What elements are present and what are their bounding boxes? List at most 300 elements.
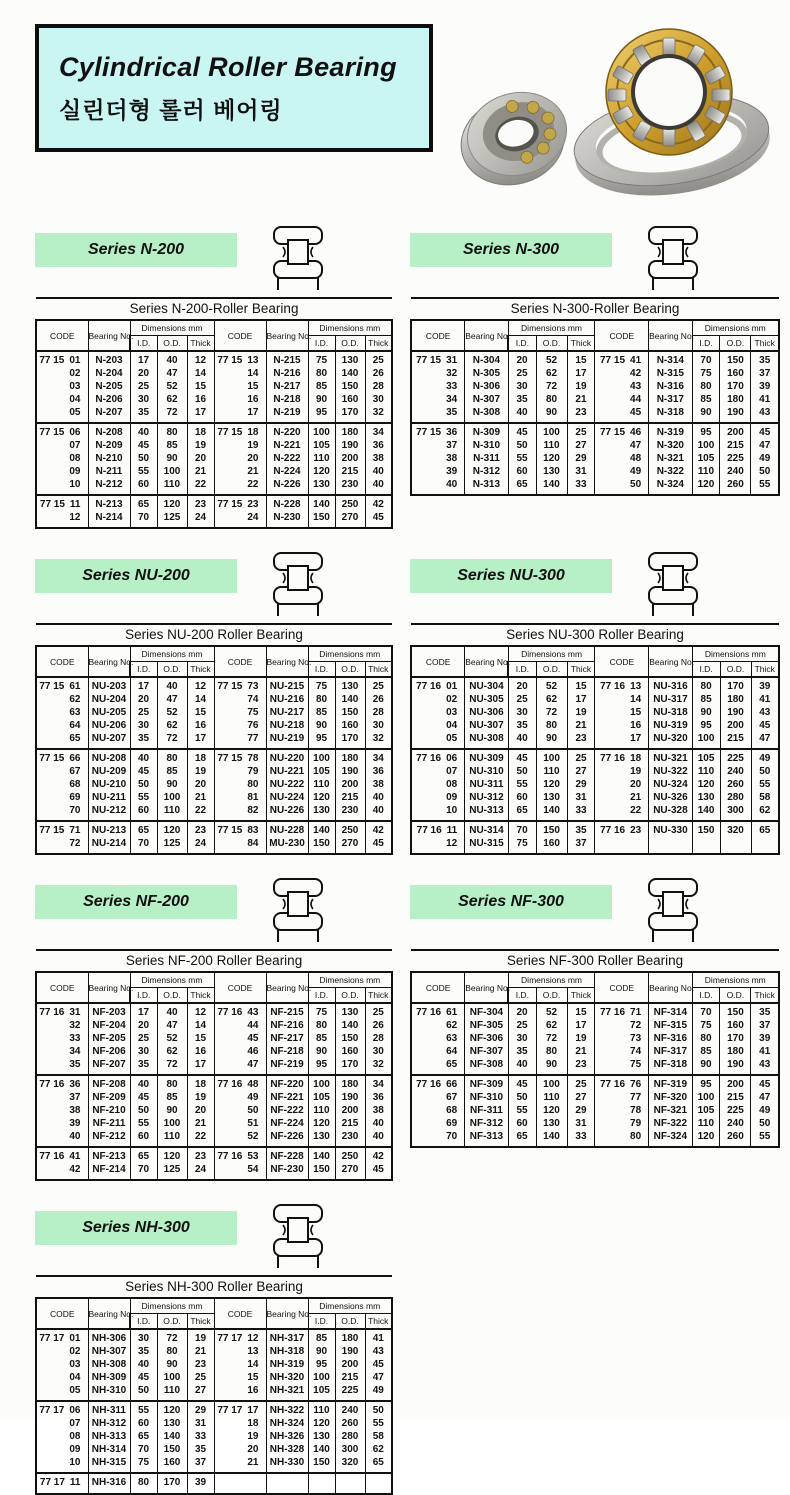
bearing-no-cell: N-220	[266, 423, 308, 440]
id-cell: 130	[308, 805, 335, 822]
bearing-no-cell: N-226	[266, 479, 308, 496]
bearing-no-cell: NH-306	[88, 1329, 130, 1346]
od-cell: 110	[157, 1131, 187, 1148]
series-head	[35, 551, 392, 613]
series-section-nu300	[410, 551, 780, 855]
thick-cell: 43	[365, 1346, 392, 1359]
od-cell: 260	[335, 1418, 365, 1431]
id-cell: 140	[308, 1444, 335, 1457]
bearing-no-cell: NF-314	[649, 1003, 692, 1020]
thick-cell: 37	[187, 1457, 214, 1474]
bearing-cross-section-icon	[267, 551, 329, 622]
id-cell: 130	[692, 792, 720, 805]
od-cell: 180	[720, 694, 751, 707]
col-header-od: O.D.	[536, 662, 567, 678]
col-header-id: I.D.	[130, 988, 157, 1004]
thick-cell: 21	[567, 1046, 595, 1059]
col-header-code: CODE	[214, 972, 266, 1003]
code-cell: 77 17 11	[36, 1473, 88, 1494]
code-cell	[595, 838, 649, 855]
od-cell: 90	[536, 1059, 567, 1076]
od-cell: 160	[536, 838, 567, 855]
thick-cell: 12	[187, 351, 214, 368]
od-cell: 90	[157, 779, 187, 792]
od-cell: 160	[335, 394, 365, 407]
bearing-no-cell: NU-326	[649, 792, 692, 805]
od-cell: 250	[335, 1147, 365, 1164]
id-cell: 55	[130, 1401, 157, 1418]
thick-cell: 50	[751, 766, 779, 779]
series-head	[35, 1203, 392, 1265]
bearing-no-cell: N-320	[649, 440, 692, 453]
bearing-no-cell: NF-322	[649, 1118, 692, 1131]
table-row	[36, 1359, 392, 1372]
table-row	[411, 838, 779, 855]
bearing-no-cell: NU-317	[649, 694, 692, 707]
thick-cell: 47	[751, 1092, 779, 1105]
thick-cell: 55	[365, 1418, 392, 1431]
bearing-no-cell: NF-205	[88, 1033, 130, 1046]
table-row	[36, 453, 392, 466]
code-cell: 45	[595, 407, 649, 424]
id-cell: 120	[692, 1131, 720, 1148]
id-cell: 35	[130, 407, 157, 424]
od-cell: 160	[335, 1046, 365, 1059]
col-header-code: CODE	[36, 646, 88, 677]
thick-cell: 34	[365, 749, 392, 766]
bearing-no-cell: NU-209	[88, 766, 130, 779]
code-cell: 78	[595, 1105, 649, 1118]
thick-cell: 27	[567, 1092, 595, 1105]
bearing-no-cell: N-305	[465, 368, 508, 381]
thick-cell: 37	[751, 368, 779, 381]
bearing-no-cell: NU-330	[649, 821, 692, 838]
col-header-thick: Thick	[187, 1314, 214, 1330]
thick-cell: 35	[567, 821, 595, 838]
bearing-no-cell: N-204	[88, 368, 130, 381]
code-cell: 77 16 31	[36, 1003, 88, 1020]
od-cell: 90	[157, 1105, 187, 1118]
code-cell: 81	[214, 792, 266, 805]
od-cell: 140	[335, 368, 365, 381]
bearing-no-cell: NU-214	[88, 838, 130, 855]
code-cell: 75	[595, 1059, 649, 1076]
bearing-no-cell: NH-324	[266, 1418, 308, 1431]
thick-cell: 55	[751, 479, 779, 496]
table-row	[411, 720, 779, 733]
thick-cell: 19	[567, 381, 595, 394]
table-row	[411, 1020, 779, 1033]
id-cell: 150	[308, 1164, 335, 1181]
id-cell: 55	[130, 466, 157, 479]
thick-cell: 29	[567, 1105, 595, 1118]
table-row	[36, 407, 392, 424]
bearing-no-cell: NF-226	[266, 1131, 308, 1148]
thick-cell: 47	[751, 440, 779, 453]
bearing-no-cell: N-311	[465, 453, 508, 466]
code-cell: 15	[595, 707, 649, 720]
bearing-no-cell: NF-210	[88, 1105, 130, 1118]
id-cell: 100	[308, 749, 335, 766]
od-cell: 150	[720, 1003, 751, 1020]
col-header-code: CODE	[36, 972, 88, 1003]
bearing-no-cell: NU-318	[649, 707, 692, 720]
thick-cell: 50	[751, 1118, 779, 1131]
code-cell: 68	[36, 779, 88, 792]
code-cell: 21	[214, 466, 266, 479]
code-cell: 80	[595, 1131, 649, 1148]
table-title: Series NU-200 Roller Bearing	[36, 624, 392, 646]
table-row	[36, 720, 392, 733]
thick-cell: 26	[365, 694, 392, 707]
bearing-no-cell: N-309	[465, 423, 508, 440]
code-cell: 40	[411, 479, 465, 496]
thick-cell: 36	[365, 1092, 392, 1105]
code-cell: 77 16 76	[595, 1075, 649, 1092]
bearing-no-cell: NU-208	[88, 749, 130, 766]
code-cell: 16	[214, 394, 266, 407]
thick-cell: 49	[751, 749, 779, 766]
id-cell: 100	[692, 1092, 720, 1105]
col-header-id: I.D.	[692, 988, 720, 1004]
col-header-dimensions: Dimensions mm	[130, 972, 214, 988]
code-cell: 02	[411, 694, 465, 707]
code-cell: 79	[595, 1118, 649, 1131]
col-header-od: O.D.	[335, 336, 365, 352]
bearing-no-cell: NF-206	[88, 1046, 130, 1059]
od-cell: 180	[335, 423, 365, 440]
bearing-no-cell: NH-320	[266, 1372, 308, 1385]
thick-cell: 18	[187, 749, 214, 766]
code-cell: 14	[214, 368, 266, 381]
code-cell: 77 17 01	[36, 1329, 88, 1346]
id-cell: 80	[692, 1033, 720, 1046]
id-cell: 35	[508, 720, 536, 733]
col-header-thick: Thick	[187, 988, 214, 1004]
code-cell: 49	[595, 466, 649, 479]
od-cell: 80	[157, 749, 187, 766]
bearing-no-cell: NF-216	[266, 1020, 308, 1033]
id-cell: 60	[130, 479, 157, 496]
bearing-no-cell: NU-217	[266, 707, 308, 720]
thick-cell: 29	[567, 453, 595, 466]
series-head	[35, 225, 392, 287]
bearing-no-cell: NF-309	[465, 1075, 508, 1092]
od-cell: 120	[536, 453, 567, 466]
od-cell: 225	[720, 453, 751, 466]
table-row	[411, 466, 779, 479]
bearing-no-cell: NU-304	[465, 677, 508, 694]
table-title: Series NU-300 Roller Bearing	[411, 624, 779, 646]
id-cell: 40	[130, 423, 157, 440]
bearing-no-cell: MU-230	[266, 838, 308, 855]
thick-cell: 23	[567, 733, 595, 750]
bearing-no-cell: NF-313	[465, 1131, 508, 1148]
id-cell: 70	[130, 1164, 157, 1181]
series-section-n300	[410, 225, 780, 529]
id-cell: 90	[308, 1046, 335, 1059]
code-cell: 19	[214, 440, 266, 453]
id-cell: 100	[308, 423, 335, 440]
thick-cell: 31	[187, 1418, 214, 1431]
od-cell: 280	[720, 792, 751, 805]
code-cell: 77 15 11	[36, 495, 88, 512]
od-cell: 150	[536, 821, 567, 838]
code-cell: 02	[36, 1346, 88, 1359]
code-cell: 65	[411, 1059, 465, 1076]
id-cell: 95	[308, 733, 335, 750]
code-cell: 69	[36, 792, 88, 805]
od-cell: 200	[335, 779, 365, 792]
bearing-no-cell: NF-306	[465, 1033, 508, 1046]
table-row	[36, 1418, 392, 1431]
code-cell: 52	[214, 1131, 266, 1148]
od-cell: 250	[335, 495, 365, 512]
col-header-id: I.D.	[692, 662, 720, 678]
col-header-od: O.D.	[157, 988, 187, 1004]
table-row	[411, 440, 779, 453]
bearing-no-cell: N-218	[266, 394, 308, 407]
id-cell: 35	[130, 733, 157, 750]
od-cell: 150	[335, 381, 365, 394]
bearing-no-cell: NF-305	[465, 1020, 508, 1033]
thick-cell: 14	[187, 1020, 214, 1033]
id-cell: 120	[308, 466, 335, 479]
code-cell: 77 17 12	[214, 1329, 266, 1346]
code-cell: 40	[36, 1131, 88, 1148]
title-box	[35, 24, 433, 152]
bearing-no-cell: N-219	[266, 407, 308, 424]
thick-cell: 19	[187, 440, 214, 453]
code-cell: 05	[36, 407, 88, 424]
id-cell: 20	[508, 351, 536, 368]
table-row	[411, 1033, 779, 1046]
od-cell: 190	[720, 707, 751, 720]
od-cell: 200	[720, 720, 751, 733]
thick-cell: 17	[187, 733, 214, 750]
series-label-text: Series N-300	[462, 241, 560, 258]
id-cell: 90	[308, 720, 335, 733]
code-cell: 77 16 01	[411, 677, 465, 694]
bearing-no-cell: N-208	[88, 423, 130, 440]
id-cell: 75	[692, 368, 720, 381]
code-cell: 77 16 61	[411, 1003, 465, 1020]
od-cell: 110	[157, 805, 187, 822]
bearing-no-cell: NU-319	[649, 720, 692, 733]
col-header-bearing-no: Bearing No.	[266, 972, 308, 1003]
table-row	[411, 694, 779, 707]
col-header-od: O.D.	[335, 1314, 365, 1330]
thick-cell: 31	[567, 1118, 595, 1131]
id-cell: 140	[308, 1147, 335, 1164]
od-cell: 130	[536, 792, 567, 805]
series-label-text: Series NU-200	[82, 567, 190, 584]
thick-cell: 43	[751, 1059, 779, 1076]
id-cell	[692, 838, 720, 855]
thick-cell: 42	[365, 495, 392, 512]
id-cell: 30	[130, 394, 157, 407]
series-section-nf200	[35, 877, 392, 1181]
od-cell: 140	[335, 694, 365, 707]
id-cell: 40	[508, 1059, 536, 1076]
code-cell: 14	[214, 1359, 266, 1372]
col-header-code: CODE	[595, 972, 649, 1003]
code-cell: 77 16 18	[595, 749, 649, 766]
thick-cell: 16	[187, 720, 214, 733]
bearing-no-cell: N-222	[266, 453, 308, 466]
table-row	[36, 838, 392, 855]
code-cell: 16	[214, 1385, 266, 1402]
id-cell: 95	[692, 423, 720, 440]
code-cell: 82	[214, 805, 266, 822]
id-cell: 70	[508, 821, 536, 838]
code-cell: 14	[595, 694, 649, 707]
bearing-no-cell: NF-316	[649, 1033, 692, 1046]
col-header-dimensions: Dimensions mm	[130, 320, 214, 336]
id-cell: 70	[130, 512, 157, 529]
bearing-no-cell: NU-206	[88, 720, 130, 733]
id-cell: 90	[692, 707, 720, 720]
table-row	[411, 749, 779, 766]
table-row	[36, 466, 392, 479]
bearing-no-cell: N-217	[266, 381, 308, 394]
od-cell: 40	[157, 677, 187, 694]
od-cell: 215	[335, 466, 365, 479]
code-cell: 35	[36, 1059, 88, 1076]
od-cell: 72	[536, 707, 567, 720]
code-cell: 77 15 13	[214, 351, 266, 368]
od-cell: 260	[720, 779, 751, 792]
code-cell: 22	[595, 805, 649, 822]
bearing-no-cell: N-221	[266, 440, 308, 453]
bearing-no-cell: NU-215	[266, 677, 308, 694]
od-cell: 52	[157, 381, 187, 394]
id-cell: 65	[130, 1431, 157, 1444]
code-cell: 21	[595, 792, 649, 805]
od-cell: 72	[157, 1329, 187, 1346]
id-cell: 105	[692, 453, 720, 466]
od-cell: 110	[536, 1092, 567, 1105]
thick-cell: 39	[751, 677, 779, 694]
bearing-no-cell: N-203	[88, 351, 130, 368]
thick-cell: 40	[365, 805, 392, 822]
page-title-korean: 실린더형 롤러 베어링	[59, 96, 283, 123]
bearing-no-cell: NF-320	[649, 1092, 692, 1105]
bearing-no-cell: NU-218	[266, 720, 308, 733]
table-row	[36, 1164, 392, 1181]
thick-cell: 23	[187, 821, 214, 838]
roller-bearing-table-n200	[35, 297, 393, 529]
series-label-nh300	[35, 1211, 237, 1245]
od-cell: 170	[335, 1059, 365, 1076]
col-header-dimensions: Dimensions mm	[308, 646, 392, 662]
id-cell: 80	[692, 381, 720, 394]
id-cell: 25	[130, 381, 157, 394]
id-cell: 110	[692, 466, 720, 479]
code-cell: 38	[411, 453, 465, 466]
bearing-no-cell: NF-222	[266, 1105, 308, 1118]
thick-cell: 33	[187, 1431, 214, 1444]
code-cell: 16	[595, 720, 649, 733]
col-header-dimensions: Dimensions mm	[508, 646, 595, 662]
thick-cell: 21	[187, 1346, 214, 1359]
thick-cell: 16	[187, 394, 214, 407]
od-cell: 215	[335, 792, 365, 805]
bearing-no-cell: NU-315	[465, 838, 508, 855]
thick-cell: 58	[751, 792, 779, 805]
col-header-dimensions: Dimensions mm	[308, 320, 392, 336]
bearing-no-cell: NU-203	[88, 677, 130, 694]
series-label-nu300	[410, 559, 612, 593]
roller-bearing-table-nu200	[35, 623, 393, 855]
table-row	[411, 1092, 779, 1105]
thick-cell: 29	[187, 1401, 214, 1418]
thick-cell: 19	[567, 707, 595, 720]
col-header-id: I.D.	[692, 336, 720, 352]
od-cell: 160	[720, 1020, 751, 1033]
id-cell: 20	[508, 1003, 536, 1020]
thick-cell: 14	[187, 368, 214, 381]
table-title: Series NF-300 Roller Bearing	[411, 950, 779, 972]
od-cell: 260	[720, 479, 751, 496]
col-header-id: I.D.	[308, 988, 335, 1004]
code-cell: 42	[36, 1164, 88, 1181]
id-cell: 80	[130, 1473, 157, 1494]
bearing-no-cell: N-312	[465, 466, 508, 479]
bearing-no-cell: NF-211	[88, 1118, 130, 1131]
id-cell: 75	[692, 1020, 720, 1033]
table-row	[411, 707, 779, 720]
id-cell: 75	[308, 1003, 335, 1020]
thick-cell: 31	[567, 466, 595, 479]
code-cell: 43	[595, 381, 649, 394]
thick-cell: 25	[187, 1372, 214, 1385]
id-cell: 120	[308, 792, 335, 805]
thick-cell: 40	[365, 1131, 392, 1148]
thick-cell: 30	[365, 394, 392, 407]
thick-cell: 39	[751, 381, 779, 394]
table-row	[36, 394, 392, 407]
id-cell: 35	[130, 1059, 157, 1076]
od-cell: 90	[536, 407, 567, 424]
bearing-cross-section-icon	[267, 877, 329, 948]
thick-cell: 36	[365, 766, 392, 779]
col-header-thick: Thick	[567, 336, 595, 352]
thick-cell: 65	[365, 1457, 392, 1474]
code-cell: 24	[214, 512, 266, 529]
bearing-no-cell: N-304	[465, 351, 508, 368]
thick-cell: 34	[365, 423, 392, 440]
bearing-no-cell: NU-322	[649, 766, 692, 779]
bearing-no-cell: NH-330	[266, 1457, 308, 1474]
col-header-bearing-no: Bearing No.	[465, 646, 508, 677]
thick-cell: 23	[187, 1359, 214, 1372]
code-cell: 04	[36, 1372, 88, 1385]
thick-cell: 38	[365, 779, 392, 792]
code-cell: 04	[36, 394, 88, 407]
code-cell: 33	[36, 1033, 88, 1046]
roller-bearing-table-nf300	[410, 949, 780, 1148]
od-cell: 200	[720, 423, 751, 440]
col-header-code: CODE	[214, 646, 266, 677]
col-header-thick: Thick	[751, 662, 779, 678]
bearing-no-cell: NH-314	[88, 1444, 130, 1457]
table-row	[36, 1003, 392, 1020]
thick-cell: 19	[187, 766, 214, 779]
code-cell: 77 16 43	[214, 1003, 266, 1020]
id-cell: 60	[130, 1131, 157, 1148]
table-row	[36, 368, 392, 381]
